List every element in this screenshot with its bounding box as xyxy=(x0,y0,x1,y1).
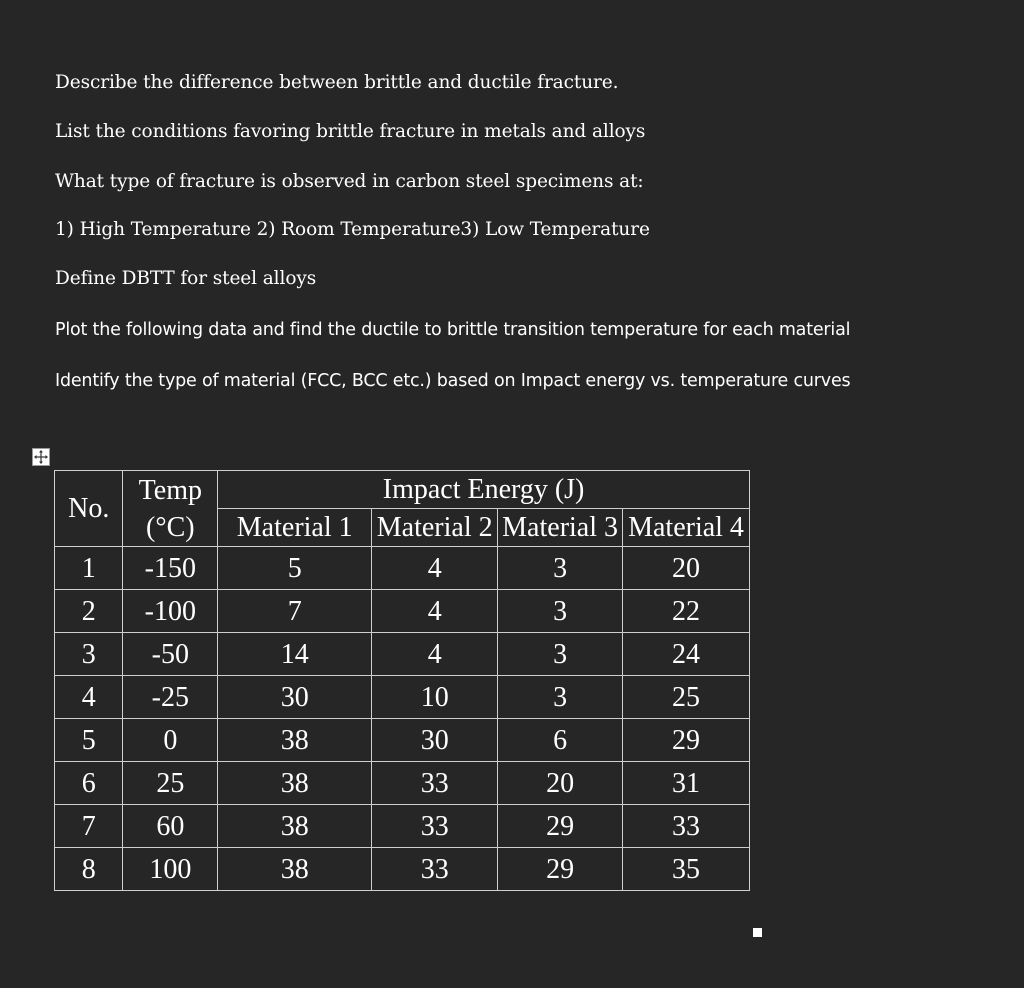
cell-material-2: 10 xyxy=(372,676,498,719)
table-header-row xyxy=(55,471,750,509)
cell-material-2: 33 xyxy=(372,848,498,891)
cell-material-3: 6 xyxy=(498,719,623,762)
cell-material-2: 4 xyxy=(372,590,498,633)
cell-material-1: 30 xyxy=(218,676,372,719)
cell-temp: 60 xyxy=(123,805,218,848)
cell-material-2: 4 xyxy=(372,633,498,676)
cell-no: 1 xyxy=(55,547,123,590)
cell-no: 3 xyxy=(55,633,123,676)
cell-material-2: 30 xyxy=(372,719,498,762)
cell-material-3: 3 xyxy=(498,590,623,633)
question-define-dbtt: Define DBTT for steel alloys xyxy=(55,268,317,289)
cell-material-4: 33 xyxy=(623,805,750,848)
cell-material-1: 5 xyxy=(218,547,372,590)
cell-material-1: 38 xyxy=(218,762,372,805)
cell-material-1: 14 xyxy=(218,633,372,676)
header-material-2: Material 2 xyxy=(372,509,498,547)
cell-material-4: 25 xyxy=(623,676,750,719)
cell-material-1: 38 xyxy=(218,719,372,762)
table-row xyxy=(55,762,750,805)
cell-no: 4 xyxy=(55,676,123,719)
cell-material-3: 20 xyxy=(498,762,623,805)
cell-no: 6 xyxy=(55,762,123,805)
cell-material-1: 7 xyxy=(218,590,372,633)
cell-material-3: 29 xyxy=(498,805,623,848)
header-material-1: Material 1 xyxy=(218,509,372,547)
cell-temp: 0 xyxy=(123,719,218,762)
cell-material-2: 33 xyxy=(372,805,498,848)
cell-temp: 25 xyxy=(123,762,218,805)
cell-temp: -100 xyxy=(123,590,218,633)
cell-material-4: 22 xyxy=(623,590,750,633)
cell-temp: -50 xyxy=(123,633,218,676)
cell-material-4: 35 xyxy=(623,848,750,891)
impact-energy-table[interactable] xyxy=(54,470,750,891)
cell-material-3: 3 xyxy=(498,633,623,676)
cell-material-4: 24 xyxy=(623,633,750,676)
header-material-4: Material 4 xyxy=(623,509,750,547)
cell-material-3: 29 xyxy=(498,848,623,891)
question-brittle-conditions: List the conditions favoring brittle fracture in metals and alloys xyxy=(55,121,646,142)
table-row xyxy=(55,590,750,633)
table-resize-handle[interactable] xyxy=(753,928,762,937)
cell-temp: -150 xyxy=(123,547,218,590)
table-body xyxy=(55,547,750,891)
header-temp: Temp (°C) xyxy=(123,471,218,547)
table-row xyxy=(55,676,750,719)
cell-temp: -25 xyxy=(123,676,218,719)
cell-material-3: 3 xyxy=(498,547,623,590)
table-row xyxy=(55,633,750,676)
cell-no: 2 xyxy=(55,590,123,633)
header-impact-energy: Impact Energy (J) xyxy=(218,471,750,509)
table-row xyxy=(55,805,750,848)
question-brittle-vs-ductile: Describe the difference between brittle and ductile fracture. xyxy=(55,72,619,93)
question-plot-data: Plot the following data and find the ductile to brittle transition temperature for each material xyxy=(55,320,851,340)
cell-material-2: 33 xyxy=(372,762,498,805)
cell-material-2: 4 xyxy=(372,547,498,590)
header-material-3: Material 3 xyxy=(498,509,623,547)
question-temperature-list: 1) High Temperature 2) Room Temperature3) Low Temperature xyxy=(55,219,650,240)
cell-temp: 100 xyxy=(123,848,218,891)
question-fracture-type: What type of fracture is observed in carbon steel specimens at: xyxy=(55,171,644,192)
cell-no: 7 xyxy=(55,805,123,848)
cell-material-3: 3 xyxy=(498,676,623,719)
header-no: No. xyxy=(55,471,123,547)
question-identify-material: Identify the type of material (FCC, BCC etc.) based on Impact energy vs. temperature curves xyxy=(55,371,851,391)
cell-no: 8 xyxy=(55,848,123,891)
cell-material-4: 20 xyxy=(623,547,750,590)
table-row xyxy=(55,848,750,891)
table-row xyxy=(55,547,750,590)
cell-material-1: 38 xyxy=(218,805,372,848)
cell-no: 5 xyxy=(55,719,123,762)
cell-material-4: 31 xyxy=(623,762,750,805)
cell-material-1: 38 xyxy=(218,848,372,891)
table-move-handle-icon[interactable] xyxy=(32,448,50,466)
table-row xyxy=(55,719,750,762)
cell-material-4: 29 xyxy=(623,719,750,762)
